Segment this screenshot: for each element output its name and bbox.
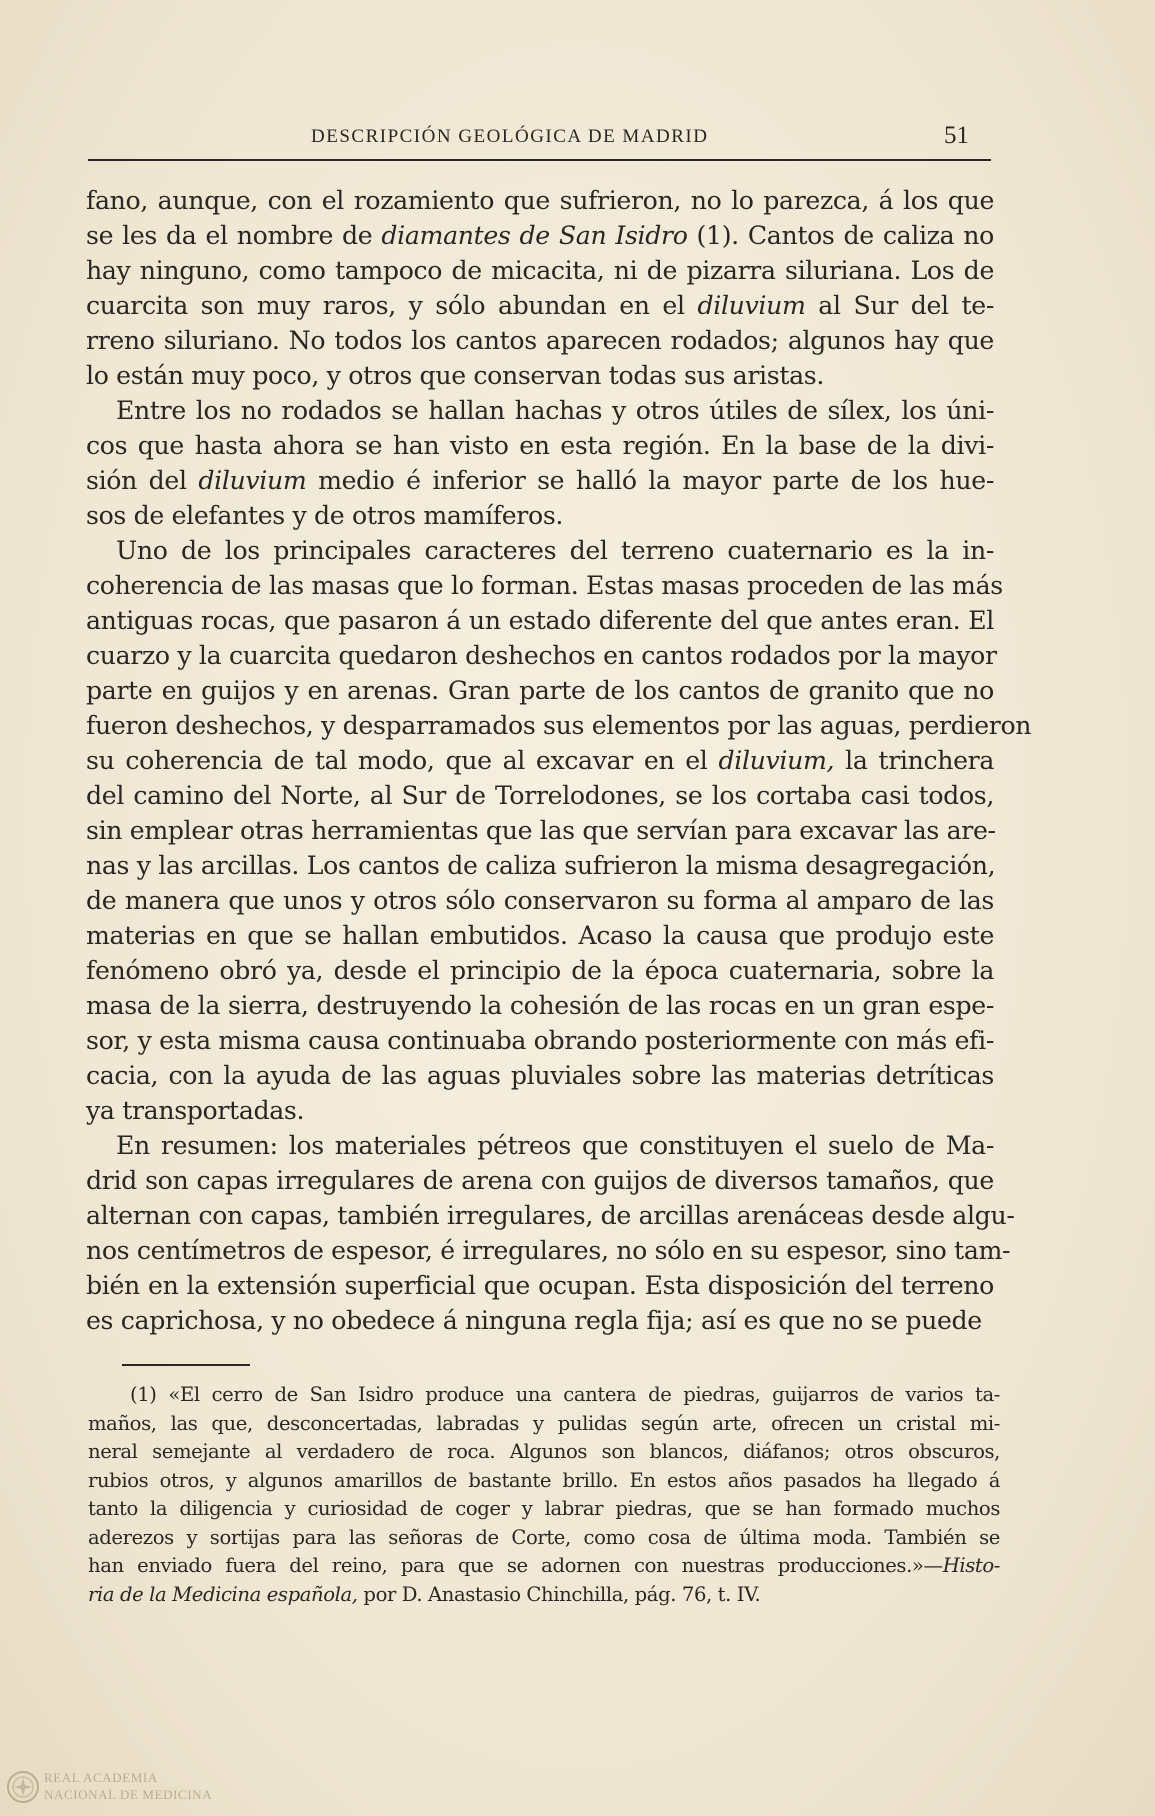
watermark-line-1: REAL ACADEMIA	[44, 1770, 158, 1785]
text-run: medio é inferior se halló la mayor parte de los hue-	[306, 466, 994, 495]
text-run: de manera que unos y otros sólo conservaron su forma al amparo de las	[86, 886, 994, 915]
text-run: han enviado fuera del reino, para que se adornen con nuestras producciones.»—	[88, 1554, 943, 1577]
footnote-line	[88, 1438, 1000, 1467]
paragraph-line	[86, 813, 994, 848]
paragraph-line	[86, 568, 1003, 603]
text-run: sin emplear otras herramientas que las que servían para excavar las are-	[86, 816, 996, 845]
paragraph-line	[86, 1058, 994, 1093]
paragraph-line	[86, 1163, 994, 1198]
running-title: DESCRIPCIÓN GEOLÓGICA DE MADRID	[311, 126, 709, 147]
paragraph-line	[86, 1023, 994, 1058]
text-run: sión del	[86, 466, 199, 495]
paragraph-line	[86, 988, 994, 1023]
text-run: sos de elefantes y de otros mamíferos.	[86, 501, 564, 530]
text-run: rreno siluriano. No todos los cantos aparecen rodados; algunos hay que	[86, 326, 994, 355]
text-run: fano, aunque, con el rozamiento que sufrieron, no lo parezca, á los que	[86, 186, 994, 215]
footnote-line	[88, 1524, 1000, 1553]
text-run: cos que hasta ahora se han visto en esta región. En la base de la divi-	[86, 431, 994, 460]
text-run: la trinchera	[834, 746, 995, 775]
text-run: nas y las arcillas. Los cantos de caliza sufrieron la misma desagregación,	[86, 851, 996, 880]
paragraph-line	[86, 638, 997, 673]
italic-text: diamantes de San Isidro	[381, 221, 688, 250]
footnote-line	[88, 1381, 1000, 1410]
text-run: fueron deshechos, y desparramados sus elementos por las aguas, perdieron	[86, 711, 1032, 740]
text-run: tanto la diligencia y curiosidad de coger y labrar piedras, que se han formado muchos	[88, 1497, 1000, 1520]
paragraph-line	[86, 463, 994, 498]
paragraph-line	[86, 1198, 1015, 1233]
paragraph-line	[86, 1128, 994, 1163]
text-run: bién en la extensión superficial que ocupan. Esta disposición del terreno	[86, 1271, 994, 1300]
text-run: sor, y esta misma causa continuaba obrando posteriormente con más efi-	[86, 1026, 995, 1055]
text-run: (1). Cantos de caliza no	[687, 221, 994, 250]
text-run: por D. Anastasio Chinchilla, pág. 76, t. IV.	[357, 1582, 761, 1606]
paragraph-line	[86, 778, 994, 813]
paragraph-line	[86, 883, 994, 918]
paragraph-line	[86, 603, 994, 638]
text-run: cuarzo y la cuarcita quedaron deshechos en cantos rodados por la mayor	[86, 641, 997, 670]
text-run: cuarcita son muy raros, y sólo abundan en el	[86, 291, 698, 320]
header-rule	[88, 159, 991, 161]
paragraph-line	[86, 1093, 994, 1128]
text-run: aderezos y sortijas para las señoras de Corte, como cosa de última moda. También se	[88, 1525, 1000, 1549]
paragraph-line	[86, 848, 994, 883]
text-run: nos centímetros de espesor, é irregulares, no sólo en su espesor, sino tam-	[86, 1236, 1011, 1265]
footnote	[88, 1381, 1000, 1609]
italic-text: diluvium	[198, 466, 307, 495]
text-run: Uno de los principales caracteres del terreno cuaternario es la in-	[116, 536, 994, 565]
text-run: es caprichosa, y no obedece á ninguna regla fija; así es que no se puede	[86, 1306, 982, 1335]
text-run: coherencia de las masas que lo forman. Estas masas proceden de las más	[86, 571, 1003, 600]
seal-icon	[6, 1770, 40, 1804]
footnote-rule	[122, 1364, 250, 1366]
paragraph-line	[86, 498, 994, 533]
paragraph-line	[86, 708, 1032, 743]
text-run: antiguas rocas, que pasaron á un estado diferente del que antes eran. El	[86, 606, 994, 635]
footnote-line	[88, 1552, 1000, 1581]
paragraph-line	[86, 743, 994, 778]
text-run: al Sur del te-	[805, 291, 994, 320]
text-run: parte en guijos y en arenas. Gran parte de los cantos de granito que no	[86, 676, 994, 705]
paragraph-line	[86, 218, 994, 253]
paragraph-line	[86, 1233, 1011, 1268]
footnote-line	[88, 1410, 1000, 1439]
text-run: hay ninguno, como tampoco de micacita, ni de pizarra siluriana. Los de	[86, 256, 994, 285]
text-run: lo están muy poco, y otros que conservan todas sus aristas.	[86, 361, 824, 390]
text-run: (1) «El cerro de San Isidro produce una cantera de piedras, guijarros de varios ta-	[130, 1383, 1000, 1406]
text-run: neral semejante al verdadero de roca. Algunos son blancos, diáfanos; otros obscuros,	[88, 1440, 1000, 1463]
main-text	[86, 183, 1032, 1338]
paragraph-line	[86, 1303, 994, 1338]
paragraph-line	[86, 673, 994, 708]
text-run: materias en que se hallan embutidos. Acaso la causa que produjo este	[86, 921, 994, 950]
paragraph-line	[86, 428, 994, 463]
text-run: rubios otros, y algunos amarillos de bastante brillo. En estos años pasados ha llegado á	[88, 1468, 1000, 1492]
paragraph-line	[86, 1268, 994, 1303]
italic-text: diluvium,	[718, 746, 835, 775]
text-run: ya transportadas.	[86, 1096, 305, 1125]
text-run: fenómeno obró ya, desde el principio de la época cuaternaria, sobre la	[86, 956, 994, 985]
italic-text: Histo-	[942, 1554, 1000, 1577]
paragraph-line	[86, 393, 994, 428]
paragraph-line	[86, 358, 994, 393]
paragraph-line	[86, 253, 994, 288]
paragraph-line	[86, 288, 994, 323]
italic-text: diluvium	[697, 291, 806, 320]
watermark-line-2: NACIONAL DE MEDICINA	[44, 1787, 213, 1802]
paragraph-line	[86, 953, 994, 988]
library-watermark	[6, 1766, 213, 1808]
text-run: del camino del Norte, al Sur de Torrelodones, se los cortaba casi todos,	[86, 781, 994, 810]
text-run: En resumen: los materiales pétreos que constituyen el suelo de Ma-	[116, 1131, 994, 1160]
text-run: masa de la sierra, destruyendo la cohesión de las rocas en un gran espe-	[86, 991, 994, 1020]
footnote-line	[88, 1467, 1000, 1496]
text-run: se les da el nombre de	[86, 221, 382, 250]
text-run: Entre los no rodados se hallan hachas y otros útiles de sílex, los úni-	[116, 396, 994, 425]
page-header	[86, 118, 991, 158]
paragraph-line	[86, 323, 994, 358]
page-number: 51	[944, 122, 969, 149]
paragraph-line	[86, 533, 994, 568]
paragraph-line	[86, 183, 994, 218]
text-run: alternan con capas, también irregulares, de arcillas arenáceas desde algu-	[86, 1201, 1015, 1230]
footnote-line	[88, 1495, 1000, 1524]
text-run: drid son capas irregulares de arena con guijos de diversos tamaños, que	[86, 1166, 994, 1195]
text-run: su coherencia de tal modo, que al excavar en el	[86, 746, 719, 775]
italic-text: ria de la Medicina española,	[88, 1582, 358, 1606]
footnote-line	[88, 1581, 1000, 1610]
paragraph-line	[86, 918, 994, 953]
text-run: cacia, con la ayuda de las aguas pluviales sobre las materias detríticas	[86, 1061, 994, 1090]
text-run: maños, las que, desconcertadas, labradas y pulidas según arte, ofrecen un cristal mi-	[88, 1411, 1000, 1435]
